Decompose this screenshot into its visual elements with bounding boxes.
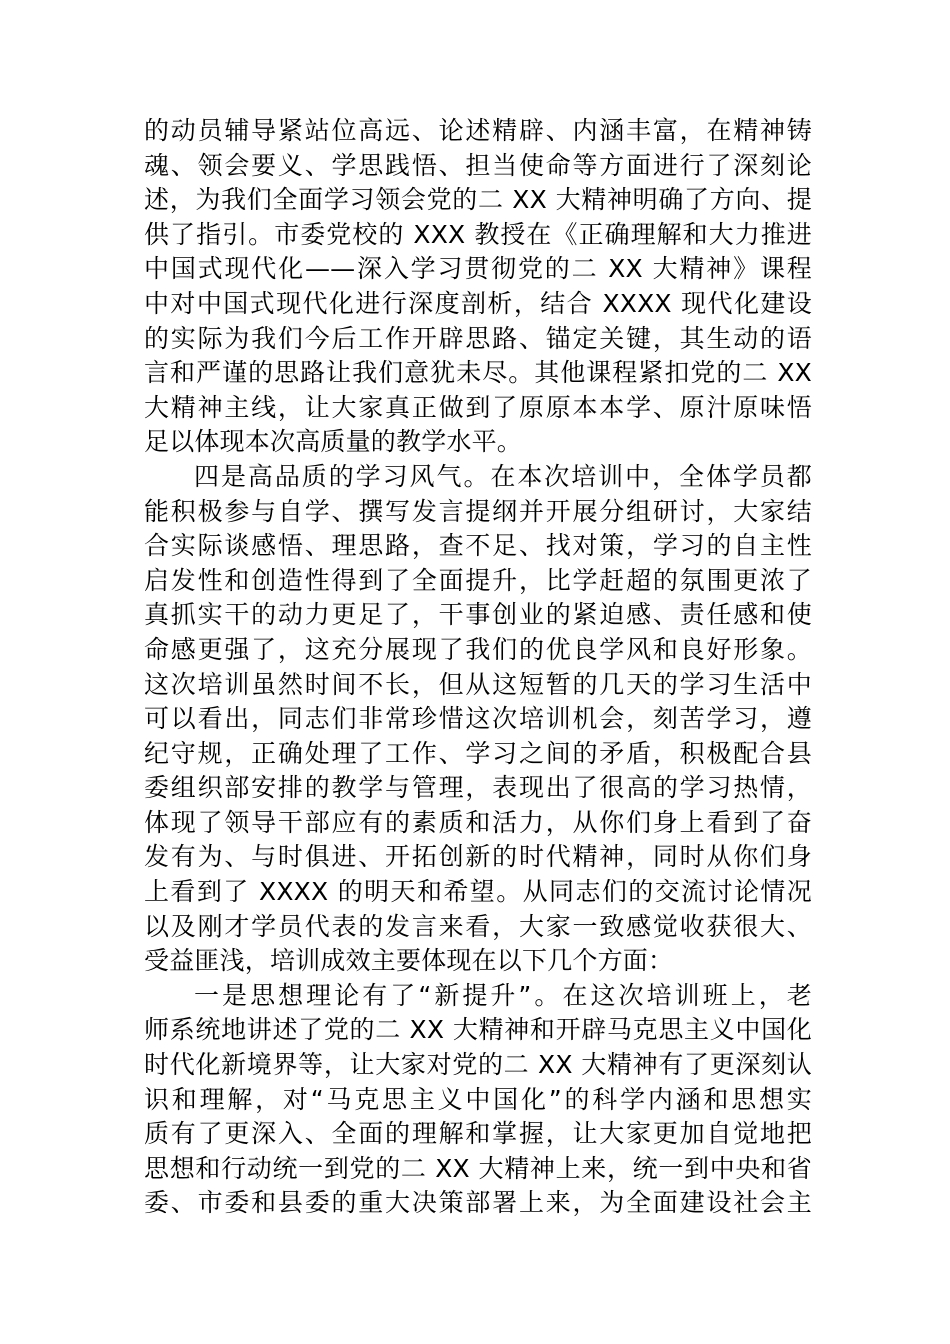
text-line: 识和理解，对“马克思主义中国化”的科学内涵和思想实 [144, 1084, 812, 1114]
text-line: 受益匪浅，培训成效主要体现在以下几个方面： [144, 946, 674, 976]
text-line: 质有了更深入、全面的理解和掌握，让大家更加自觉地把 [144, 1119, 812, 1149]
text-line: 以及刚才学员代表的发言来看，大家一致感觉收获很大、 [144, 911, 812, 941]
text-line: 足以体现本次高质量的教学水平。 [144, 427, 523, 457]
text-line: 委、市委和县委的重大决策部署上来，为全面建设社会主 [144, 1188, 812, 1218]
text-line: 真抓实干的动力更足了，干事创业的紧迫感、责任感和使 [144, 600, 812, 630]
text-line: 言和严谨的思路让我们意犹未尽。其他课程紧扣党的二 XX [144, 358, 812, 388]
text-line: 发有为、与时俱进、开拓创新的时代精神，同时从你们身 [144, 842, 812, 872]
text-line: 四是高品质的学习风气。在本次培训中，全体学员都 [194, 461, 812, 491]
text-line: 合实际谈感悟、理思路，查不足、找对策，学习的自主性 [144, 531, 812, 561]
text-line: 中对中国式现代化进行深度剖析，结合 XXXX 现代化建设 [144, 288, 812, 318]
text-line: 能积极参与自学、撰写发言提纲并开展分组研讨，大家结 [144, 496, 812, 526]
text-line: 中国式现代化——深入学习贯彻党的二 XX 大精神》课程 [144, 254, 812, 284]
body-text [144, 114, 812, 1221]
text-line: 体现了领导干部应有的素质和活力，从你们身上看到了奋 [144, 807, 812, 837]
text-line: 命感更强了，这充分展现了我们的优良学风和良好形象。 [144, 634, 812, 664]
text-line: 师系统地讲述了党的二 XX 大精神和开辟马克思主义中国化 [144, 1015, 812, 1045]
text-line: 供了指引。市委党校的 XXX 教授在《正确理解和大力推进 [144, 219, 812, 249]
text-line: 这次培训虽然时间不长，但从这短暂的几天的学习生活中 [144, 669, 812, 699]
text-line: 一是思想理论有了“新提升”。在这次培训班上，老 [194, 980, 812, 1010]
text-line: 述，为我们全面学习领会党的二 XX 大精神明确了方向、提 [144, 185, 812, 215]
text-line: 委组织部安排的教学与管理，表现出了很高的学习热情， [144, 773, 812, 803]
text-line: 上看到了 XXXX 的明天和希望。从同志们的交流讨论情况 [144, 877, 812, 907]
text-line: 大精神主线，让大家真正做到了原原本本学、原汁原味悟 [144, 392, 812, 422]
text-line: 可以看出，同志们非常珍惜这次培训机会，刻苦学习，遵 [144, 704, 812, 734]
text-line: 纪守规，正确处理了工作、学习之间的矛盾，积极配合县 [144, 738, 812, 768]
text-line: 的动员辅导紧站位高远、论述精辟、内涵丰富，在精神铸 [144, 116, 812, 145]
text-line: 魂、领会要义、学思践悟、担当使命等方面进行了深刻论 [144, 150, 812, 180]
text-line: 的实际为我们今后工作开辟思路、锚定关键，其生动的语 [144, 323, 812, 353]
text-line: 思想和行动统一到党的二 XX 大精神上来，统一到中央和省 [144, 1153, 812, 1183]
text-line: 时代化新境界等，让大家对党的二 XX 大精神有了更深刻认 [144, 1050, 812, 1080]
text-line: 启发性和创造性得到了全面提升，比学赶超的氛围更浓了 [144, 565, 812, 595]
